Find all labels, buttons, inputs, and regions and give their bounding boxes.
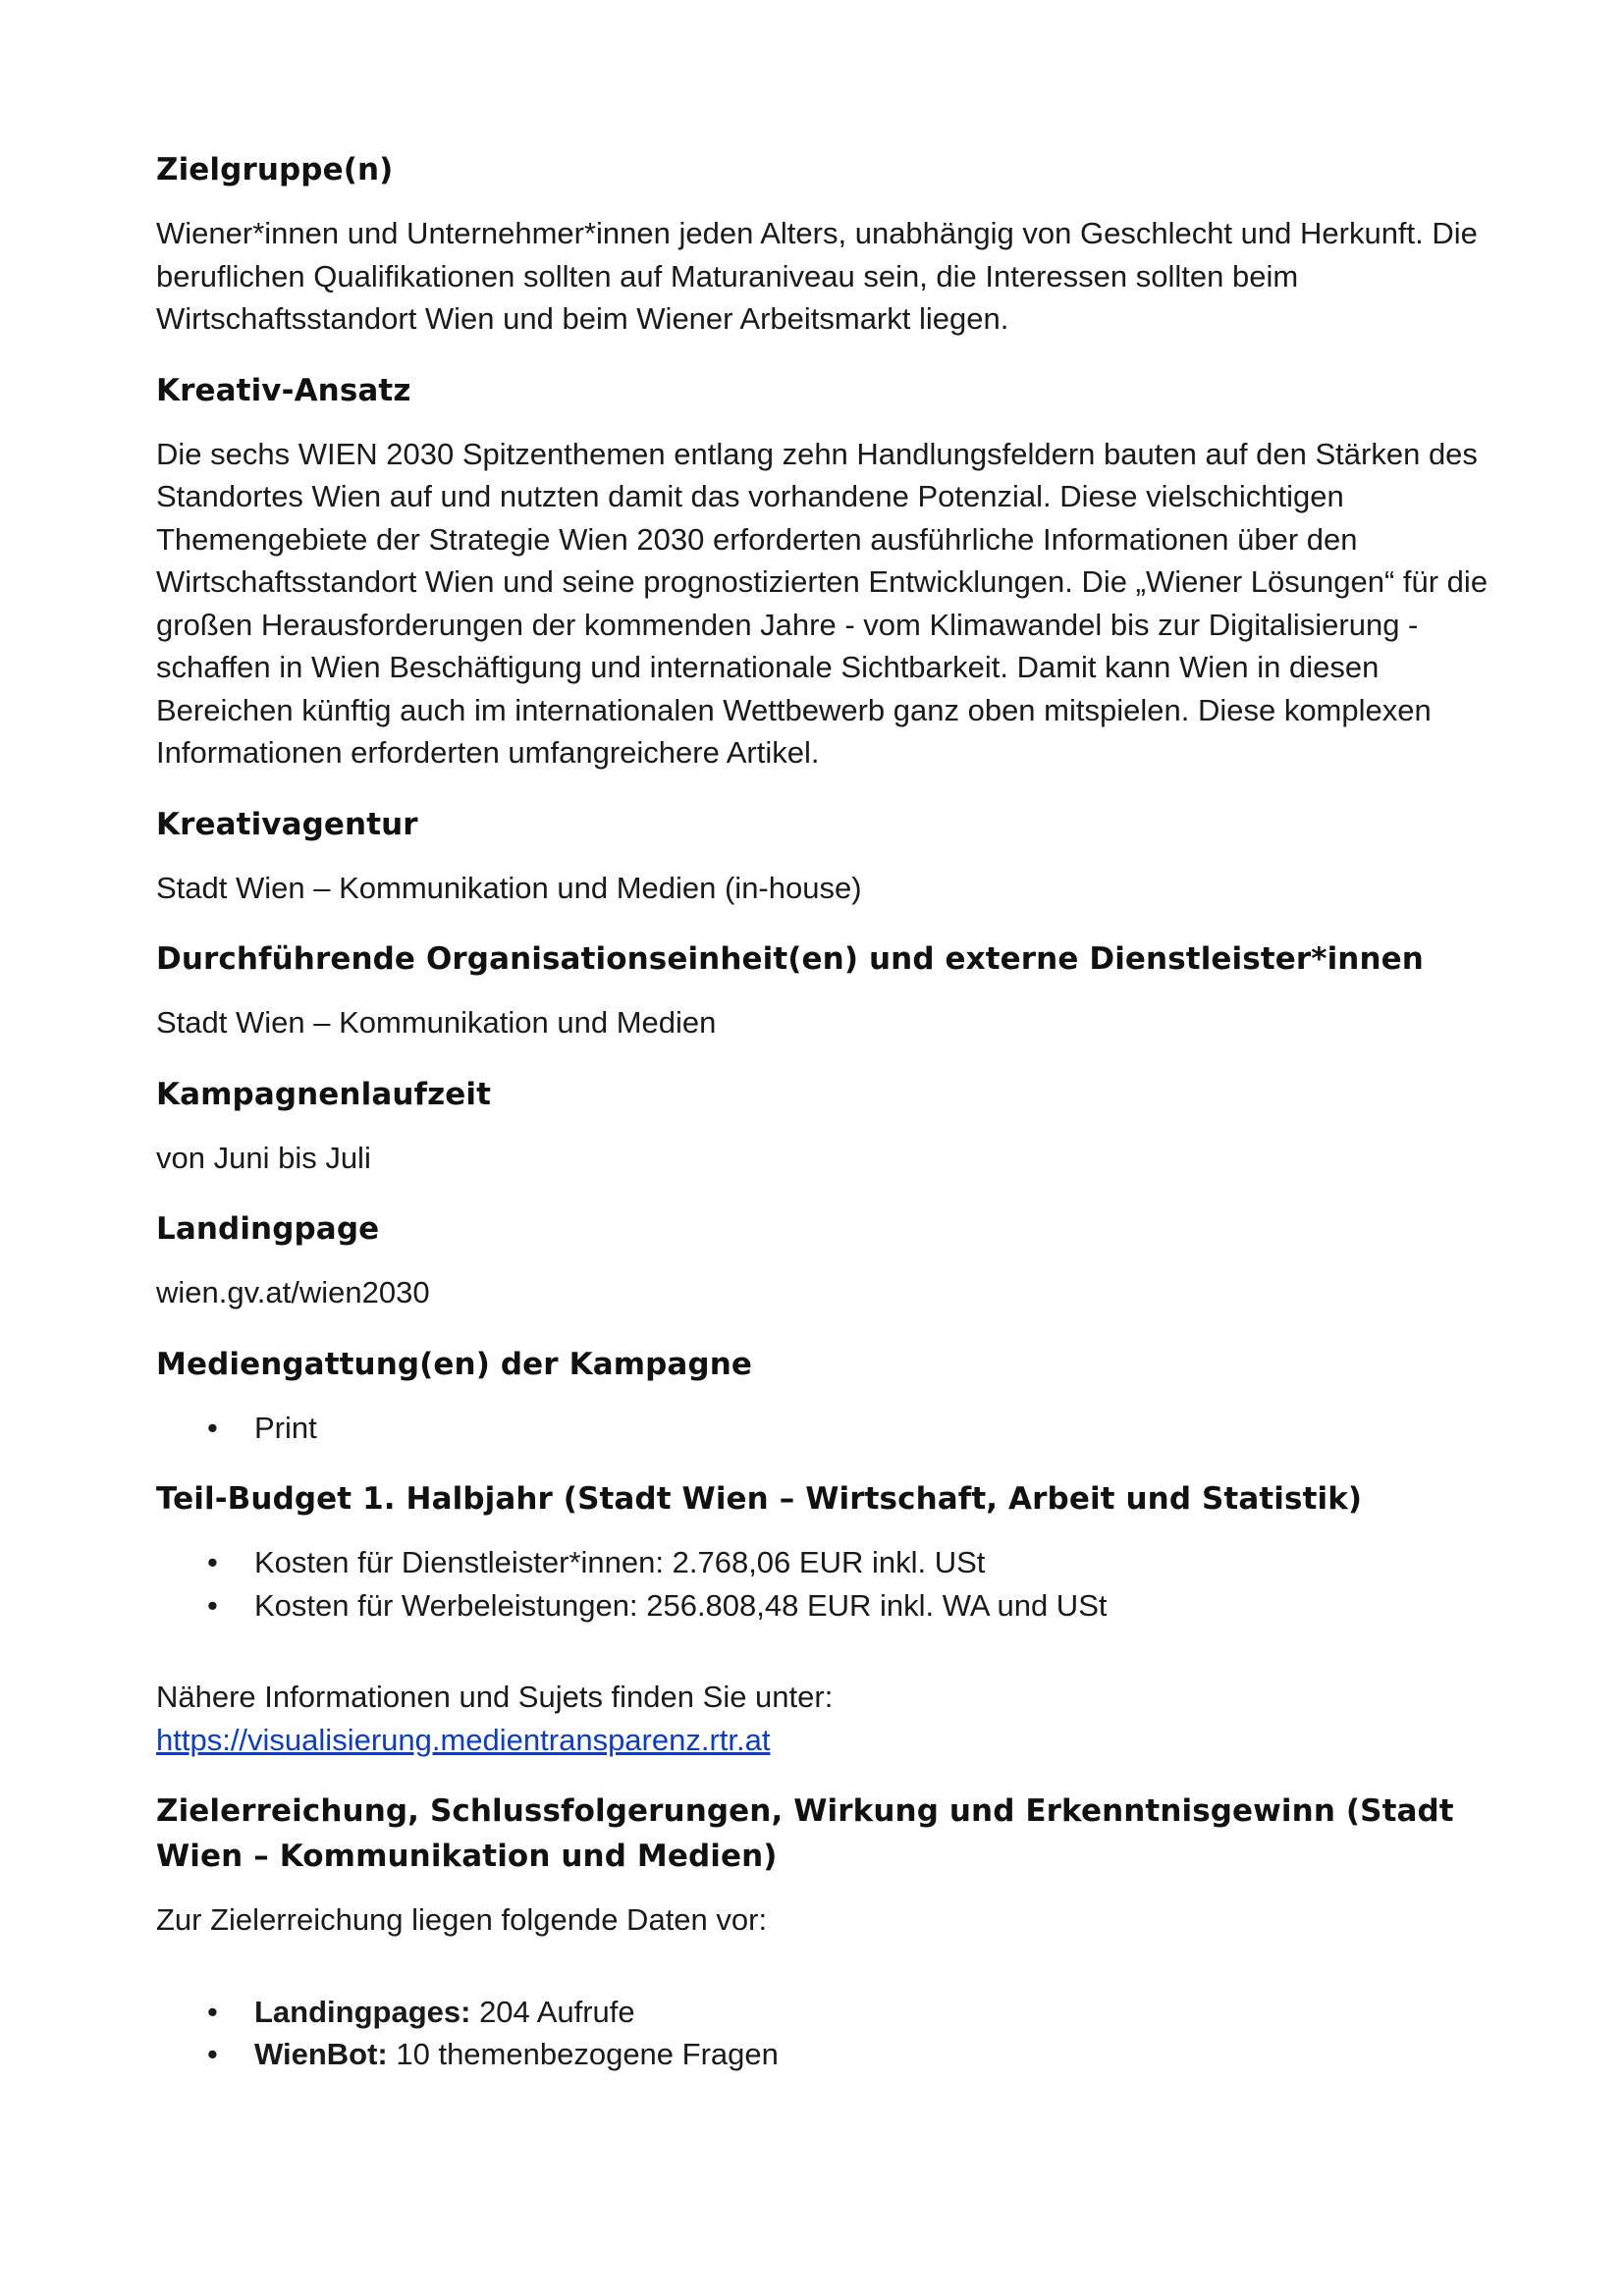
bullet-icon: •	[207, 1587, 218, 1623]
bullet-icon: •	[207, 1410, 218, 1445]
text-info-lead: Nähere Informationen und Sujets finden Sie unter:	[156, 1680, 834, 1714]
list-zielerreichung	[156, 1991, 1491, 2076]
bullet-icon: •	[207, 2037, 218, 2071]
list-item-value: 204 Aufrufe	[470, 1994, 635, 2029]
heading-mediengattungen: Mediengattung(en) der Kampagne	[156, 1346, 753, 1382]
heading-landingpage: Landingpage	[156, 1211, 380, 1247]
list-item	[156, 1541, 1491, 1584]
bullet-icon: •	[207, 1994, 218, 2029]
list-item-text: Kosten für Dienstleister*innen: 2.768,06 EUR inkl. USt	[254, 1545, 986, 1579]
list-item-label: Landingpages:	[254, 1994, 471, 2029]
list-item	[156, 1991, 1491, 2034]
heading-durchfuehrende: Durchführende Organisationseinheit(en) und externe Dienstleister*innen	[156, 941, 1424, 977]
heading-kreativ-ansatz: Kreativ-Ansatz	[156, 372, 411, 408]
list-teil-budget	[156, 1541, 1491, 1627]
text-kampagnenlaufzeit: von Juni bis Juli	[156, 1140, 371, 1175]
list-item-value: 10 themenbezogene Fragen	[387, 2037, 779, 2071]
list-item	[156, 1584, 1491, 1628]
list-item-text: Print	[254, 1410, 317, 1445]
bullet-icon: •	[207, 1545, 218, 1579]
heading-zielgruppe: Zielgruppe(n)	[156, 152, 394, 187]
list-item-label: WienBot:	[254, 2037, 388, 2071]
list-item	[156, 1407, 1491, 1450]
document-page	[156, 147, 1491, 2104]
text-durchfuehrende: Stadt Wien – Kommunikation und Medien	[156, 1005, 717, 1040]
heading-teil-budget: Teil-Budget 1. Halbjahr (Stadt Wien – Wirtschaft, Arbeit und Statistik)	[156, 1481, 1363, 1517]
text-landingpage: wien.gv.at/wien2030	[156, 1275, 430, 1309]
text-kreativagentur: Stadt Wien – Kommunikation und Medien (in-house)	[156, 870, 862, 905]
text-zielerreichung: Zur Zielerreichung liegen folgende Daten vor:	[156, 1902, 768, 1937]
list-item-text: Kosten für Werbeleistungen: 256.808,48 EUR inkl. WA und USt	[254, 1587, 1108, 1623]
list-item	[156, 2033, 1491, 2076]
text-zielgruppe: Wiener*innen und Unternehmer*innen jeden Alters, unabhängig von Geschlecht und Herkunft. Die beruflichen Qualifikationen sollten auf Maturaniveau sein, die Interessen sollten beim Wirtschaftsstandort Wien und beim Wiener Arbeitsmarkt liegen.	[156, 216, 1478, 336]
link-medientransparenz[interactable]: https://visualisierung.medientransparenz.rtr.at	[156, 1722, 771, 1757]
heading-kreativagentur: Kreativagentur	[156, 806, 418, 842]
heading-zielerreichung: Zielerreichung, Schlussfolgerungen, Wirkung und Erkenntnisgewinn (Stadt Wien – Kommunikation und Medien)	[156, 1793, 1454, 1874]
heading-kampagnenlaufzeit: Kampagnenlaufzeit	[156, 1076, 492, 1112]
list-mediengattungen	[156, 1407, 1491, 1450]
text-kreativ-ansatz: Die sechs WIEN 2030 Spitzenthemen entlang zehn Handlungsfeldern bauten auf den Stärken des Standortes Wien auf und nutzten damit das vorhandene Potenzial. Diese vielschichtigen Themengebiete der Strategie Wien 2030 erforderten ausführliche Informationen über den Wirtschaftsstandort Wien und seine prognostizierten Entwicklungen. Die „Wiener Lösungen“ für die großen Herausforderungen der kommenden Jahre - vom Klimawandel bis zur Digitalisierung - schaffen in Wien Beschäftigung und internationale Sichtbarkeit. Damit kann Wien in diesen Bereichen künftig auch im internationalen Wettbewerb ganz oben mitspielen. Diese komplexen Informationen erforderten umfangreichere Artikel.	[156, 436, 1489, 770]
